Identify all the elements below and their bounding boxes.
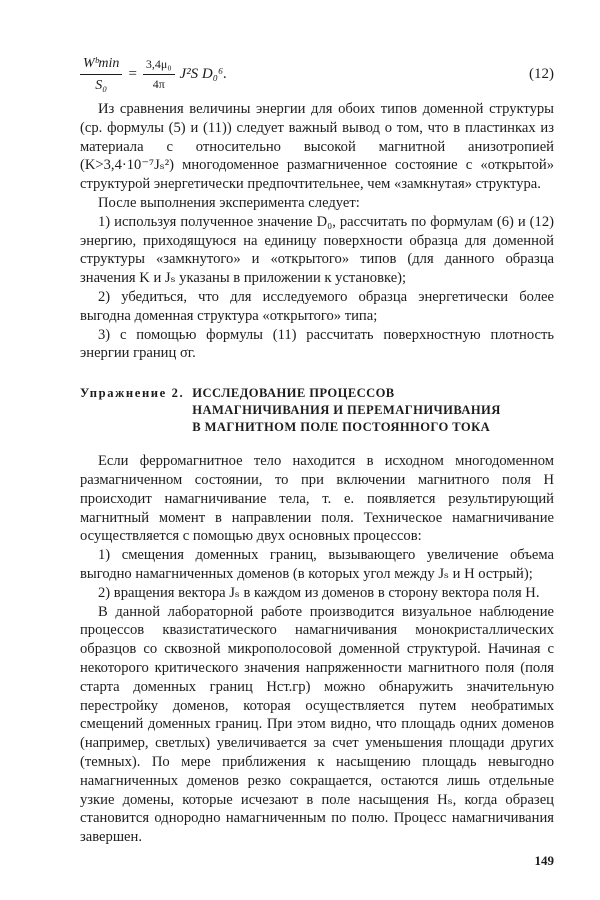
text-block-top [80, 100, 554, 363]
page-number: 149 [534, 853, 554, 868]
formula-12 [80, 48, 554, 100]
paragraph: Если ферромагнитное тело находится в исходном многодоменном размагниченном состоянии, то при включении магнитного поля H происходит намагничивание тела, т. е. появляется результирующий магнитный момент в направлении поля. Техническое намагничивание осуществляется с помощью двух основных процессов: [80, 453, 554, 545]
formula-rhs: J²S D₀⁶. [179, 65, 227, 82]
paragraph: После выполнения эксперимента следует: [98, 194, 360, 211]
text-block-bottom [80, 452, 554, 847]
list-item: 1) используя полученное значение D₀, рассчитать по формулам (6) и (12) энергию, приходящуюся на единицу поверхности образца для доменной структуры «замкнутого» и «открытого» типов (для данного образца значения K и Jₛ указаны в приложении к установке); [80, 213, 554, 287]
formula-lhs-numerator: Wᵇmin [80, 55, 122, 75]
exercise-title-line: ИССЛЕДОВАНИЕ ПРОЦЕССОВ [192, 386, 395, 401]
formula-coef-numerator: 3,4μ₀ [143, 57, 175, 75]
list-item: 2) убедиться, что для исследуемого образца энергетически более выгодна доменная структура «открытого» типа; [80, 288, 554, 324]
paragraph: Из сравнения величины энергии для обоих типов доменной структуры (ср. формулы (5) и (11)) следует важный вывод о том, что в пластинках из материала с относительно высокой магнитной анизотропией (K>3,4·10⁻⁷Jₛ²) многодоменное размагниченное состояние с «открытой» структурой энергетически предпочтительнее, чем «замкнутая» структура. [80, 101, 554, 193]
formula-coef-fraction [143, 57, 175, 92]
exercise-title [192, 385, 501, 436]
formula-number: (12) [529, 66, 554, 82]
list-item: 1) смещения доменных границ, вызывающего увеличение объема выгодно намагниченных доменов (в которых угол между Jₛ и H острый); [80, 547, 554, 582]
exercise-title-line: В МАГНИТНОМ ПОЛЕ ПОСТОЯННОГО ТОКА [192, 420, 491, 435]
paragraph: В данной лабораторной работе производится визуальное наблюдение процессов квазистатического намагничивания монокристаллических образцов со сквозной микрополосовой доменной структурой. Начиная с некоторого критического значения напряженности магнитного поля (поля старта доменных границ Hст.гр) можно обнаружить значительную перестройку доменов, которая осуществляется путем необратимых смещений доменных границ. При этом видно, что площадь одних доменов (например, светлых) увеличивается за счет уменьшения площади других (темных). По мере приближения к насыщению площадь невыгодно намагниченных доменов резко сокращается, остаются лишь отдельные узкие домены, которые исчезают в поле насыщения Hₛ, когда образец становится однородно намагниченным по полю. Процесс намагничивания завершен. [80, 603, 554, 846]
exercise-heading [80, 385, 554, 436]
formula-lhs-denominator: S₀ [95, 77, 108, 93]
exercise-label: Упражнение 2. [80, 386, 185, 401]
exercise-title-line: НАМАГНИЧИВАНИЯ И ПЕРЕМАГНИЧИВАНИЯ [192, 403, 501, 418]
formula-coef-denominator: 4π [152, 76, 165, 91]
list-item: 2) вращения вектора Jₛ в каждом из доменов в сторону вектора поля H. [98, 584, 540, 601]
formula-lhs-fraction [80, 55, 122, 94]
list-item: 3) с помощью формулы (11) рассчитать поверхностную плотность энергии границ σг. [80, 326, 554, 362]
equals-sign: = [128, 65, 137, 82]
